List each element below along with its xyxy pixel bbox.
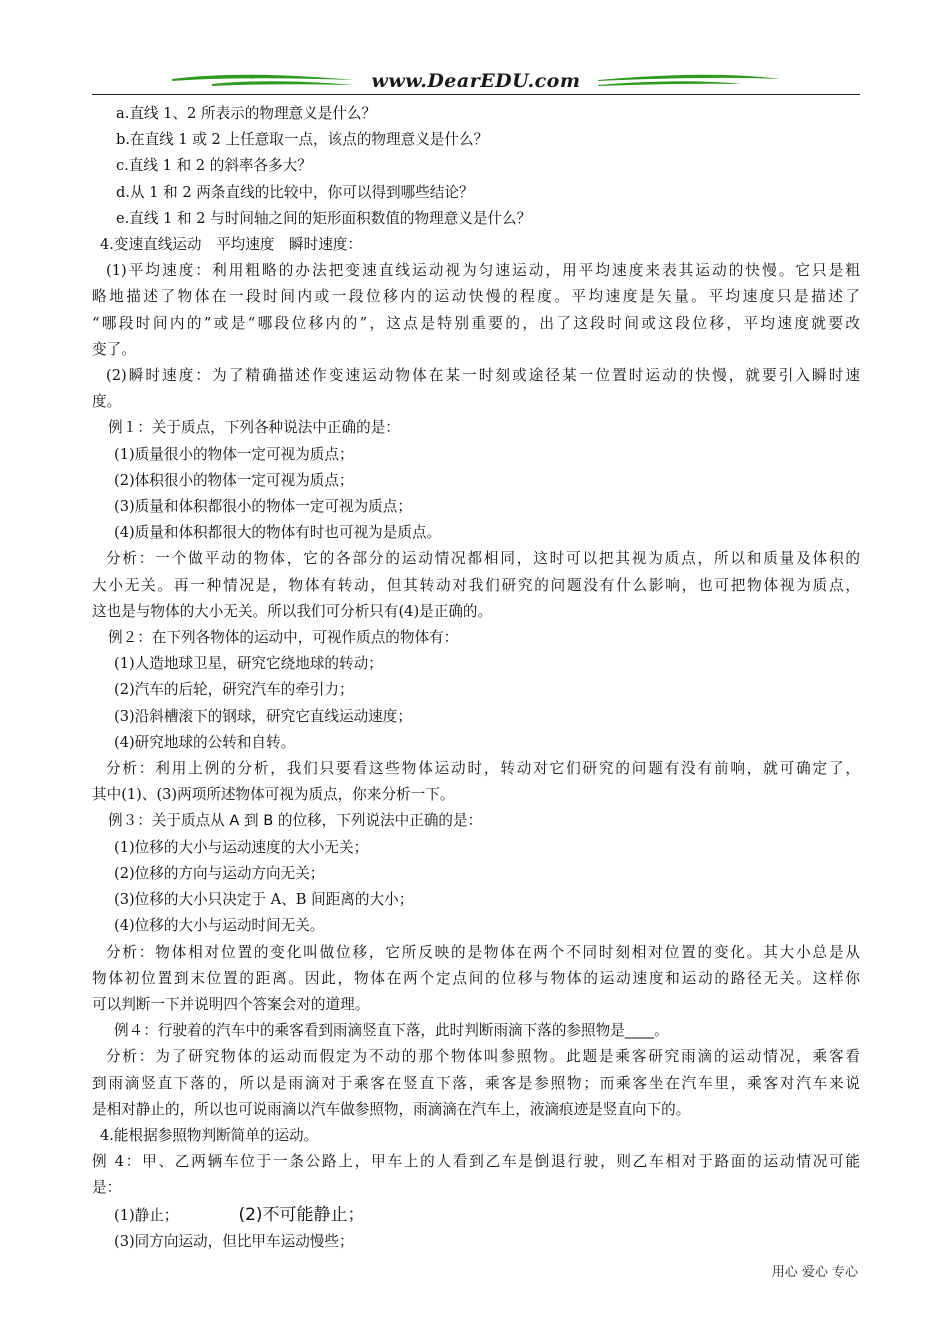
- option-item: (2)体积很小的物体一定可视为质点；: [114, 471, 354, 489]
- analysis-line: 物体初位置到末位置的距离。因此，物体在两个定点间的位移与物体的运动速度和运动的路径无关。这样你: [92, 969, 860, 987]
- analysis-line: 其中(1)、(3)两项所述物体可视为质点，你来分析一下。: [92, 786, 455, 804]
- example-heading: 例４：行驶着的汽车中的乘客看到雨滴竖直下落，此时判断雨滴下落的参照物是____。: [114, 1022, 669, 1040]
- option-item: (1)静止；: [114, 1206, 179, 1224]
- paragraph-line: 是：: [92, 1179, 122, 1197]
- option-item: (3)质量和体积都很小的物体一定可视为质点；: [114, 498, 412, 516]
- paragraph-line: 变了。: [92, 340, 136, 358]
- option-row: [92, 1202, 860, 1229]
- option-item: (1)人造地球卫星，研究它绕地球的转动；: [114, 655, 383, 673]
- analysis-line: 分析：一个做平动的物体，它的各部分的运动情况都相同，这时可以把其视为质点，所以和质量及体积的: [106, 550, 860, 568]
- section-heading: 4.能根据参照物判断简单的运动。: [100, 1126, 319, 1144]
- section-heading: 4.变速直线运动 平均速度 瞬时速度：: [100, 236, 363, 254]
- option-item: (4)位移的大小与运动时间无关。: [114, 917, 325, 935]
- paragraph-line: (1)平均速度：利用粗略的办法把变速直线运动视为匀速运动，用平均速度来表其运动的快慢。它只是粗: [106, 262, 860, 280]
- option-item: (1)质量很小的物体一定可视为质点；: [114, 445, 354, 463]
- analysis-line: 分析：为了研究物体的运动而假定为不动的那个物体叫参照物。此题是乘客研究雨滴的运动情况，乘客看: [106, 1048, 860, 1066]
- question-d: d.从 1 和 2 两条直线的比较中，你可以得到哪些结论？: [116, 183, 474, 201]
- analysis-line: 分析：利用上例的分析，我们只要看这些物体运动时，转动对它们研究的问题有没有前响，就可确定了，: [106, 760, 860, 778]
- example-heading: 例２：在下列各物体的运动中，可视作质点的物体有：: [108, 629, 459, 647]
- header-rule: [92, 94, 860, 95]
- paragraph-line: 例 4：甲、乙两辆车位于一条公路上，甲车上的人看到乙车是倒退行驶，则乙车相对于路面的运动情况可能: [92, 1153, 860, 1171]
- document-body: [92, 101, 860, 1255]
- option-item: (2)位移的方向与运动方向无关；: [114, 864, 325, 882]
- paragraph-line: 度。: [92, 393, 122, 411]
- paragraph-line: (2)瞬时速度：为了精确描述作变速运动物体在某一时刻或途径某一位置时运动的快慢，就要引入瞬时速: [106, 367, 860, 385]
- site-url-logo: www.DearEDU.com: [371, 70, 581, 92]
- question-a: a.直线 1、2 所表示的物理意义是什么？: [116, 105, 377, 122]
- option-item: (3)同方向运动，但比甲车运动慢些；: [114, 1232, 354, 1250]
- paragraph-line: “哪段时间内的”或是“哪段位移内的”，这点是特别重要的，出了这段时间或这段位移，平均速度就要改: [92, 314, 860, 332]
- option-item: (4)质量和体积都很大的物体有时也可视为是质点。: [114, 524, 442, 542]
- footer-slogan: 用心 爱心 专心: [771, 1265, 858, 1280]
- option-item: (3)沿斜槽滚下的钢球，研究它直线运动速度；: [114, 707, 412, 725]
- analysis-line: 这也是与物体的大小无关。所以我们可分析只有(4)是正确的。: [92, 602, 493, 620]
- question-c: c.直线 1 和 2 的斜率各多大？: [116, 157, 312, 175]
- analysis-line: 分析：物体相对位置的变化叫做位移，它所反映的是物体在两个不同时刻相对位置的变化。其大小总是从: [106, 943, 860, 961]
- example-heading: 例１：关于质点，下列各种说法中正确的是：: [108, 419, 400, 437]
- option-item: (4)研究地球的公转和自转。: [114, 733, 296, 751]
- option-item: (2)不可能静止；: [238, 1204, 365, 1225]
- analysis-line: 可以判断一下并说明四个答案会对的道理。: [92, 995, 370, 1013]
- example-heading: 例３：关于质点从 A 到 B 的位移，下列说法中正确的是：: [108, 812, 483, 830]
- analysis-line: 大小无关。再一种情况是，物体有转动，但其转动对我们研究的问题没有什么影响，也可把物体视为质点，: [92, 576, 860, 594]
- option-item: (3)位移的大小只决定于 A、B 间距离的大小；: [114, 891, 414, 909]
- analysis-line: 到雨滴竖直下落的，所以是雨滴对于乘客在竖直下落，乘客是参照物；而乘客坐在汽车里，乘客对汽车来说: [92, 1074, 860, 1092]
- option-item: (2)汽车的后轮，研究汽车的牵引力；: [114, 681, 354, 699]
- paragraph-line: 略地描述了物体在一段时间内或一段位移内的运动快慢的程度。平均速度是矢量。平均速度只是描述了: [92, 288, 860, 306]
- analysis-line: 是相对静止的，所以也可说雨滴以汽车做参照物，雨滴滴在汽车上，液滴痕迹是竖直向下的。: [92, 1100, 691, 1118]
- question-b: b.在直线 1 或 2 上任意取一点，该点的物理意义是什么？: [116, 131, 489, 149]
- question-e: e.直线 1 和 2 与时间轴之间的矩形面积数值的物理意义是什么？: [116, 209, 532, 227]
- option-item: (1)位移的大小与运动速度的大小无关；: [114, 838, 369, 856]
